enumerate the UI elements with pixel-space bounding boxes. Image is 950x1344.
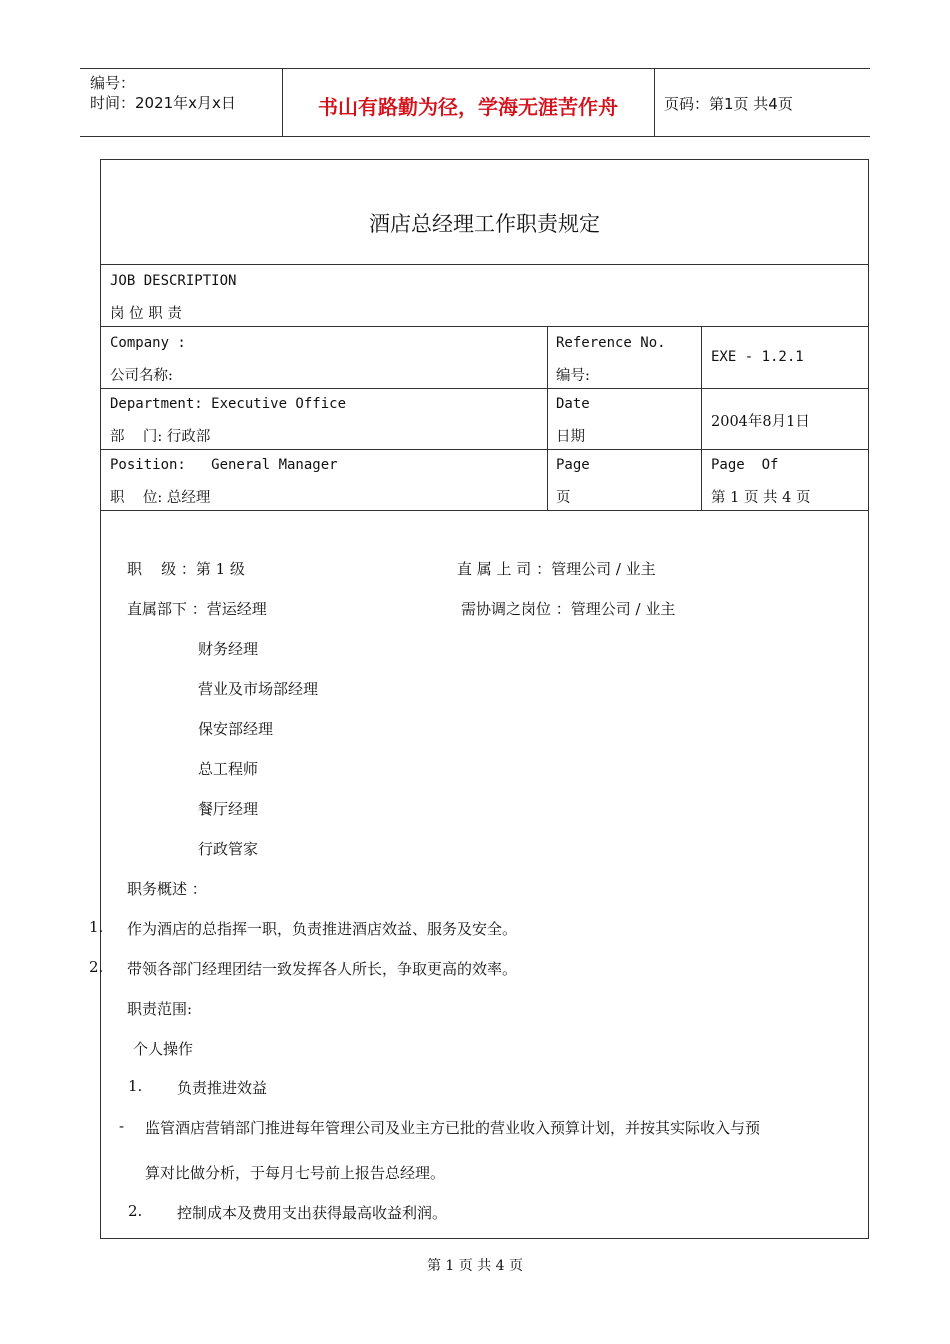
subordinates-label: 直属部下 ：营运经理 [127,600,267,618]
header-divider [654,69,655,136]
company-label-cn: 公司名称: [110,368,173,384]
serial-label: 编号： [90,74,136,92]
subordinate-item: 总工程师 [198,760,259,778]
scope-label: 职责范围: [127,1000,193,1018]
subordinate-item: 行政管家 [198,840,259,858]
page-label-cn: 页 [556,490,571,506]
department-label-en: Department: Executive Office [110,396,347,412]
summary-label: 职务概述 ： [127,880,207,898]
header-motto: 书山有路勤为径，学海无涯苦作舟 [318,95,618,119]
subordinate-item: 营业及市场部经理 [198,680,319,698]
document-frame [89,159,869,1239]
scope-item-number: 2. [128,1202,143,1220]
scope-item-text: 控制成本及费用支出获得最高收益利润。 [177,1204,448,1222]
position-label-cn: 职 位: 总经理 [110,490,211,506]
reference-value: EXE - 1.2.1 [711,349,804,365]
summary-item-text: 带领各部门经理团结一致发挥各人所长，争取更高的效率。 [127,960,518,978]
time-label: 时间：2021年x月x日 [90,94,236,112]
summary-item-number: 2. [89,958,104,976]
header-meta [90,73,236,113]
dash-line-1: 监管酒店营销部门推进每年管理公司及业主方已批的营业收入预算计划，并按其实际收入与预 [145,1119,761,1137]
coordinate-line: 需协调之岗位 ：管理公司 / 业主 [461,600,676,618]
page-header [80,68,870,137]
subordinate-item: 保安部经理 [198,720,274,738]
reference-label-cn: 编号: [556,368,590,384]
document-title: 酒店总经理工作职责规定 [369,212,600,236]
company-label-en: Company : [110,335,186,351]
grade-line: 职 级 ：第 1 级 [127,560,245,578]
scope-item-number: 1. [128,1077,143,1095]
date-label-en: Date [556,396,590,412]
table-rule [101,264,868,265]
page-label-en: Page [556,457,590,473]
position-label-en: Position: General Manager [110,457,338,473]
table-rule [101,449,868,450]
date-value: 2004年8月1日 [711,414,810,430]
department-label-cn: 部 门: 行政部 [110,429,211,445]
reference-label-en: Reference No. [556,335,666,351]
page-of-en: Page Of [711,457,779,473]
date-label-cn: 日期 [556,429,585,445]
page-footer: 第 1 页 共 4 页 [426,1258,524,1274]
dash-line-2: 算对比做分析，于每月七号前上报告总经理。 [145,1164,446,1182]
page-of-cn: 第 1 页 共 4 页 [711,490,811,506]
summary-item-number: 1. [89,918,104,936]
table-column-rule [701,326,702,510]
superior-line: 直 属 上 司 ：管理公司 / 业主 [457,560,656,578]
header-page-info: 页码：第1页 共4页 [664,95,793,113]
scope-item-text: 负责推进效益 [177,1079,268,1097]
table-rule [101,326,868,327]
job-description-cn: 岗 位 职 责 [110,306,182,322]
dash-bullet: - [119,1117,125,1135]
subordinate-item: 财务经理 [198,640,259,658]
table-rule [101,388,868,389]
personal-label: 个人操作 [133,1040,194,1058]
table-column-rule [547,326,548,510]
job-description-en: JOB DESCRIPTION [110,273,237,289]
subordinate-item: 餐厅经理 [198,800,259,818]
summary-item-text: 作为酒店的总指挥一职，负责推进酒店效益、服务及安全。 [127,920,518,938]
table-rule [101,510,868,511]
